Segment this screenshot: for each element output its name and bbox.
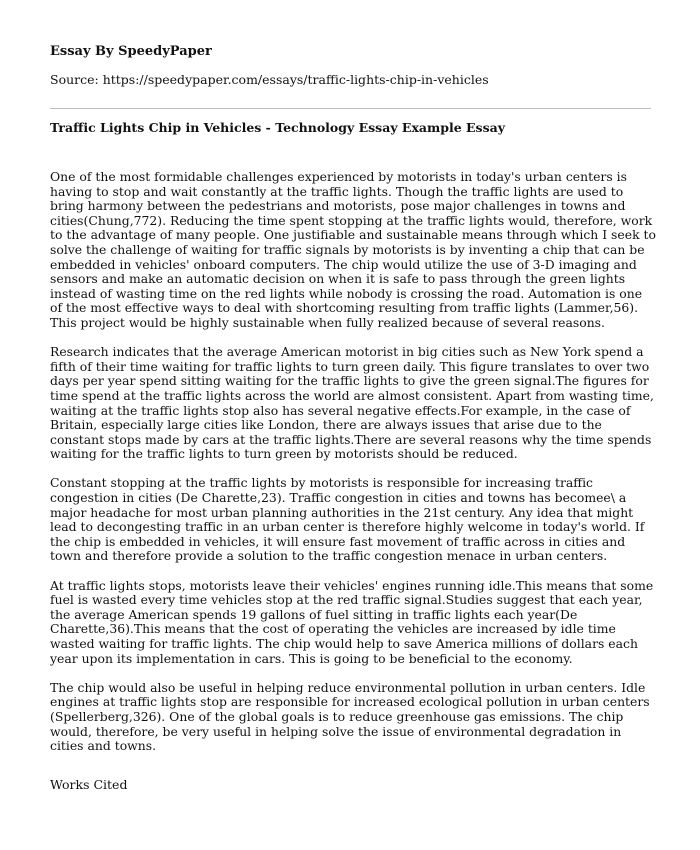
essay-paragraph-5: The chip would also be useful in helping reduce environmental pollution in urban centers. Idle engines at traffic lights stop are responsible for increased ecological pollution in urban centers (Spellerberg,326). One of the global goals is to reduce greenhouse gas emissions. The chip would, therefore, be very useful in helping solve the issue of environmental degradation in cities and towns. bbox=[50, 679, 650, 754]
source-link[interactable]: https://speedypaper.com/essays/traffic-lights-chip-in-vehicles bbox=[102, 72, 489, 87]
site-title: Essay By SpeedyPaper bbox=[50, 44, 212, 59]
works-cited-heading: Works Cited bbox=[50, 777, 128, 792]
essay-paragraph-3: Constant stopping at the traffic lights by motorists is responsible for increasing traffic congestion in cities (De Charette,23). Traffic congestion in cities and towns has becomee\ a major headache for most urban planning authorities in the 21st century. Any idea that might lead to decongesting traffic in an urban center is therefore highly welcome in today's world. If the chip is embedded in vehicles, it will ensure fast movement of traffic across in cities and town and therefore provide a solution to the traffic congestion menace in urban centers. bbox=[50, 475, 645, 564]
header-divider bbox=[50, 108, 651, 109]
essay-body bbox=[50, 170, 656, 768]
essay-paragraph-1: One of the most formidable challenges experienced by motorists in today's urban centers is having to stop and wait constantly at the traffic lights. Though the traffic lights are used to bring harmony between the pedestrians and motorists, pose major challenges in towns and cities(Chung,772). Reducing the time spent stopping at the traffic lights would, therefore, work to the advantage of many people. One justifiable and sustainable means through which I seek to solve the challenge of waiting for traffic signals by motorists is by inventing a chip that can be embedded in vehicles' onboard computers. The chip would utilize the use of 3-D imaging and sensors and make an automatic decision on when it is safe to pass through the green lights instead of wasting time on the red lights while nobody is crossing the road. Automation is one of the most effective ways to deal with shortcoming resulting from traffic lights (Lammer,56). This project would be highly sustainable when fully realized because of several reasons. bbox=[50, 169, 656, 330]
essay-title: Traffic Lights Chip in Vehicles - Technology Essay Example Essay bbox=[50, 120, 505, 135]
source-label: Source: bbox=[50, 72, 103, 87]
essay-paragraph-2: Research indicates that the average American motorist in big cities such as New York spend a fifth of their time waiting for traffic lights to turn green daily. This figure translates to over two days per year spend sitting waiting for the traffic lights to give the green signal.The figures for time spend at the traffic lights across the world are almost consistent. Apart from wasting time, waiting at the traffic lights stop also has several negative effects.For example, in the case of Britain, especially large cities like London, there are always issues that arise due to the constant stops made by cars at the traffic lights.There are several reasons why the time spends waiting for the traffic lights to turn green by motorists should be reduced. bbox=[50, 344, 654, 462]
source-line bbox=[50, 72, 489, 88]
essay-paragraph-4: At traffic lights stops, motorists leave their vehicles' engines running idle.This means that some fuel is wasted every time vehicles stop at the red traffic signal.Studies suggest that each year, the average American spends 19 gallons of fuel sitting in traffic lights each year(De Charette,36).This means that the cost of operating the vehicles are increased by idle time wasted waiting for traffic lights. The chip would help to save America millions of dollars each year upon its implementation in cars. This is going to be beneficial to the economy. bbox=[50, 577, 654, 666]
